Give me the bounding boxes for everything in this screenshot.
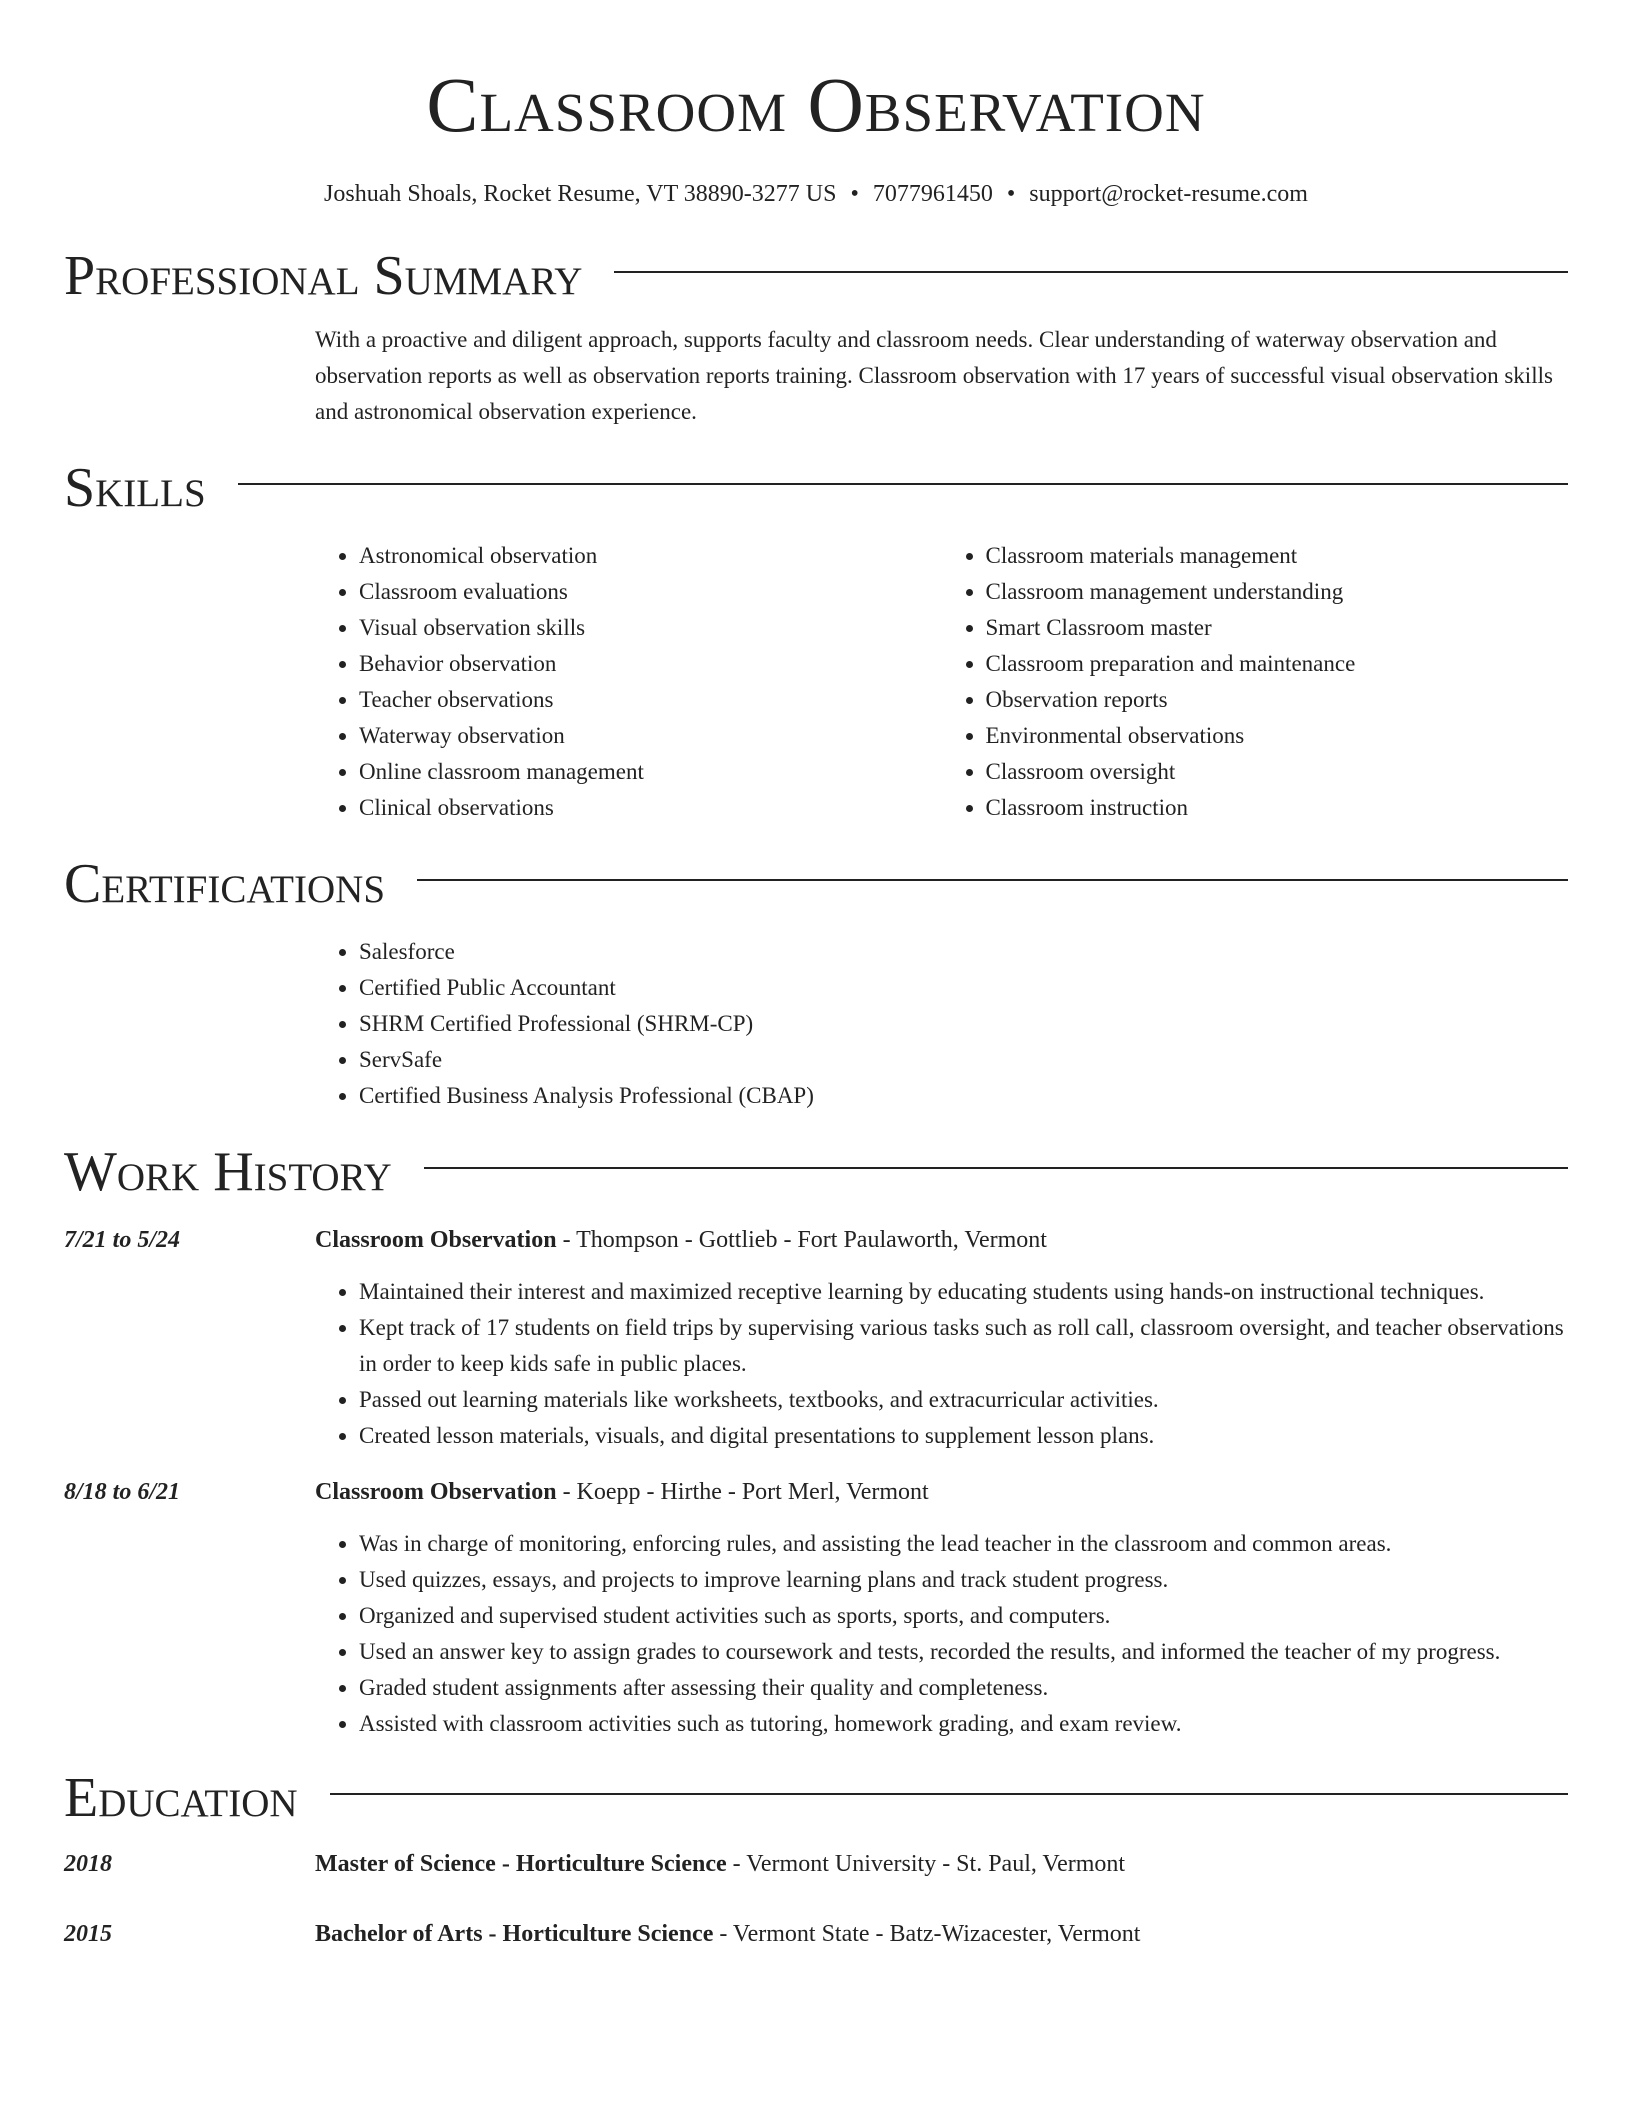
job-bullet: • Kept track of 17 students on field trips by supervising various tasks such as roll call, classroom oversight, and teacher observations in order to keep kids safe in public places. bbox=[359, 1310, 1568, 1382]
section-divider bbox=[238, 483, 1568, 485]
job-bullet: • Assisted with classroom activities such as tutoring, homework grading, and exam review. bbox=[359, 1706, 1568, 1742]
skill-item: • Classroom preparation and maintenance bbox=[986, 646, 1569, 682]
job-bullet: • Created lesson materials, visuals, and digital presentations to supplement lesson plans. bbox=[359, 1418, 1568, 1454]
skill-item: • Visual observation skills bbox=[359, 610, 942, 646]
skill-item: • Online classroom management bbox=[359, 754, 942, 790]
section-divider bbox=[417, 879, 1568, 881]
skill-item: • Classroom management understanding bbox=[986, 574, 1569, 610]
contact-line bbox=[64, 178, 1568, 210]
contact-email[interactable]: support@rocket-resume.com bbox=[1029, 181, 1308, 207]
job-role bbox=[315, 1474, 929, 1510]
certifications-section bbox=[64, 852, 1568, 1114]
skill-item: • Observation reports bbox=[986, 682, 1569, 718]
education-degree: Bachelor of Arts - Horticulture Science bbox=[315, 1921, 714, 1947]
education-school: - Vermont University - St. Paul, Vermont bbox=[726, 1851, 1126, 1877]
separator: • bbox=[850, 181, 859, 207]
skill-item: • Teacher observations bbox=[359, 682, 942, 718]
job-employer: - Koepp - Hirthe - Port Merl, Vermont bbox=[556, 1479, 929, 1505]
work-history-heading: Work History bbox=[64, 1141, 392, 1203]
skills-heading: Skills bbox=[64, 457, 206, 519]
certifications-heading: Certifications bbox=[64, 853, 386, 915]
job-bullet: • Organized and supervised student activities such as sports, sports, and computers. bbox=[359, 1598, 1568, 1634]
education-heading: Education bbox=[64, 1767, 298, 1829]
education-section bbox=[64, 1766, 1568, 1952]
skill-item: • Classroom evaluations bbox=[359, 574, 942, 610]
section-divider bbox=[424, 1167, 1568, 1169]
separator: • bbox=[1006, 181, 1016, 207]
summary-text: With a proactive and diligent approach, supports faculty and classroom needs. Clear understanding of waterway observation and observation reports as well as observation reports training. Classroom observation with 17 years of successful visual observation skills and astronomical observation experience. bbox=[315, 327, 1553, 424]
skill-item: • Behavior observation bbox=[359, 646, 942, 682]
certification-item: • Certified Public Accountant bbox=[359, 970, 1568, 1006]
job-entry bbox=[64, 1474, 1568, 1742]
education-entry bbox=[64, 1846, 1568, 1882]
skill-item: • Environmental observations bbox=[986, 718, 1569, 754]
skill-item: • Classroom materials management bbox=[986, 538, 1569, 574]
job-bullet: • Passed out learning materials like worksheets, textbooks, and extracurricular activities. bbox=[359, 1382, 1568, 1418]
education-school: - Vermont State - Batz-Wizacester, Vermont bbox=[713, 1921, 1141, 1947]
skills-section bbox=[64, 456, 1568, 826]
section-divider bbox=[614, 271, 1568, 273]
education-entry bbox=[64, 1916, 1568, 1952]
job-bullet: • Used an answer key to assign grades to coursework and tests, recorded the results, and informed the teacher of my progress. bbox=[359, 1634, 1568, 1670]
summary-heading: Professional Summary bbox=[64, 245, 583, 307]
skill-item: • Waterway observation bbox=[359, 718, 942, 754]
skills-right-column bbox=[942, 538, 1569, 826]
skills-list bbox=[315, 538, 1568, 826]
certification-item: • Certified Business Analysis Professional (CBAP) bbox=[359, 1078, 1568, 1114]
education-list bbox=[64, 1846, 1568, 1952]
job-title: Classroom Observation bbox=[315, 1479, 557, 1505]
job-bullets bbox=[315, 1274, 1568, 1454]
education-detail bbox=[315, 1916, 1140, 1952]
summary-section bbox=[64, 244, 1568, 430]
resume-page bbox=[64, 0, 1568, 1952]
education-year: 2018 bbox=[64, 1851, 112, 1877]
job-bullet: • Graded student assignments after assessing their quality and completeness. bbox=[359, 1670, 1568, 1706]
job-bullets bbox=[315, 1526, 1568, 1742]
job-bullet: • Was in charge of monitoring, enforcing rules, and assisting the lead teacher in the classroom and common areas. bbox=[359, 1526, 1568, 1562]
job-dates: 8/18 to 6/21 bbox=[64, 1479, 181, 1505]
work-history-section bbox=[64, 1140, 1568, 1742]
certifications-list bbox=[315, 934, 1568, 1114]
skill-item: • Classroom oversight bbox=[986, 754, 1569, 790]
job-dates: 7/21 to 5/24 bbox=[64, 1227, 181, 1253]
certification-item: • ServSafe bbox=[359, 1042, 1568, 1078]
skills-left-column bbox=[315, 538, 942, 826]
job-role bbox=[315, 1222, 1047, 1258]
contact-phone: 7077961450 bbox=[872, 181, 993, 207]
certification-item: • Salesforce bbox=[359, 934, 1568, 970]
job-employer: - Thompson - Gottlieb - Fort Paulaworth, Vermont bbox=[556, 1227, 1047, 1253]
job-bullet: • Maintained their interest and maximized receptive learning by educating students using hands-on instructional techniques. bbox=[359, 1274, 1568, 1310]
education-degree: Master of Science - Horticulture Science bbox=[315, 1851, 727, 1877]
certification-item: • SHRM Certified Professional (SHRM-CP) bbox=[359, 1006, 1568, 1042]
job-entry bbox=[64, 1222, 1568, 1454]
skill-item: • Classroom instruction bbox=[986, 790, 1569, 826]
skill-item: • Clinical observations bbox=[359, 790, 942, 826]
education-detail bbox=[315, 1846, 1125, 1882]
skill-item: • Astronomical observation bbox=[359, 538, 942, 574]
section-divider bbox=[330, 1793, 1568, 1795]
education-year: 2015 bbox=[64, 1921, 112, 1947]
job-title: Classroom Observation bbox=[315, 1227, 557, 1253]
job-bullet: • Used quizzes, essays, and projects to improve learning plans and track student progress. bbox=[359, 1562, 1568, 1598]
page-title: Classroom Observation bbox=[426, 61, 1206, 148]
contact-address: Joshuah Shoals, Rocket Resume, VT 38890-3277 US bbox=[324, 181, 837, 207]
jobs-list bbox=[64, 1222, 1568, 1742]
skill-item: • Smart Classroom master bbox=[986, 610, 1569, 646]
